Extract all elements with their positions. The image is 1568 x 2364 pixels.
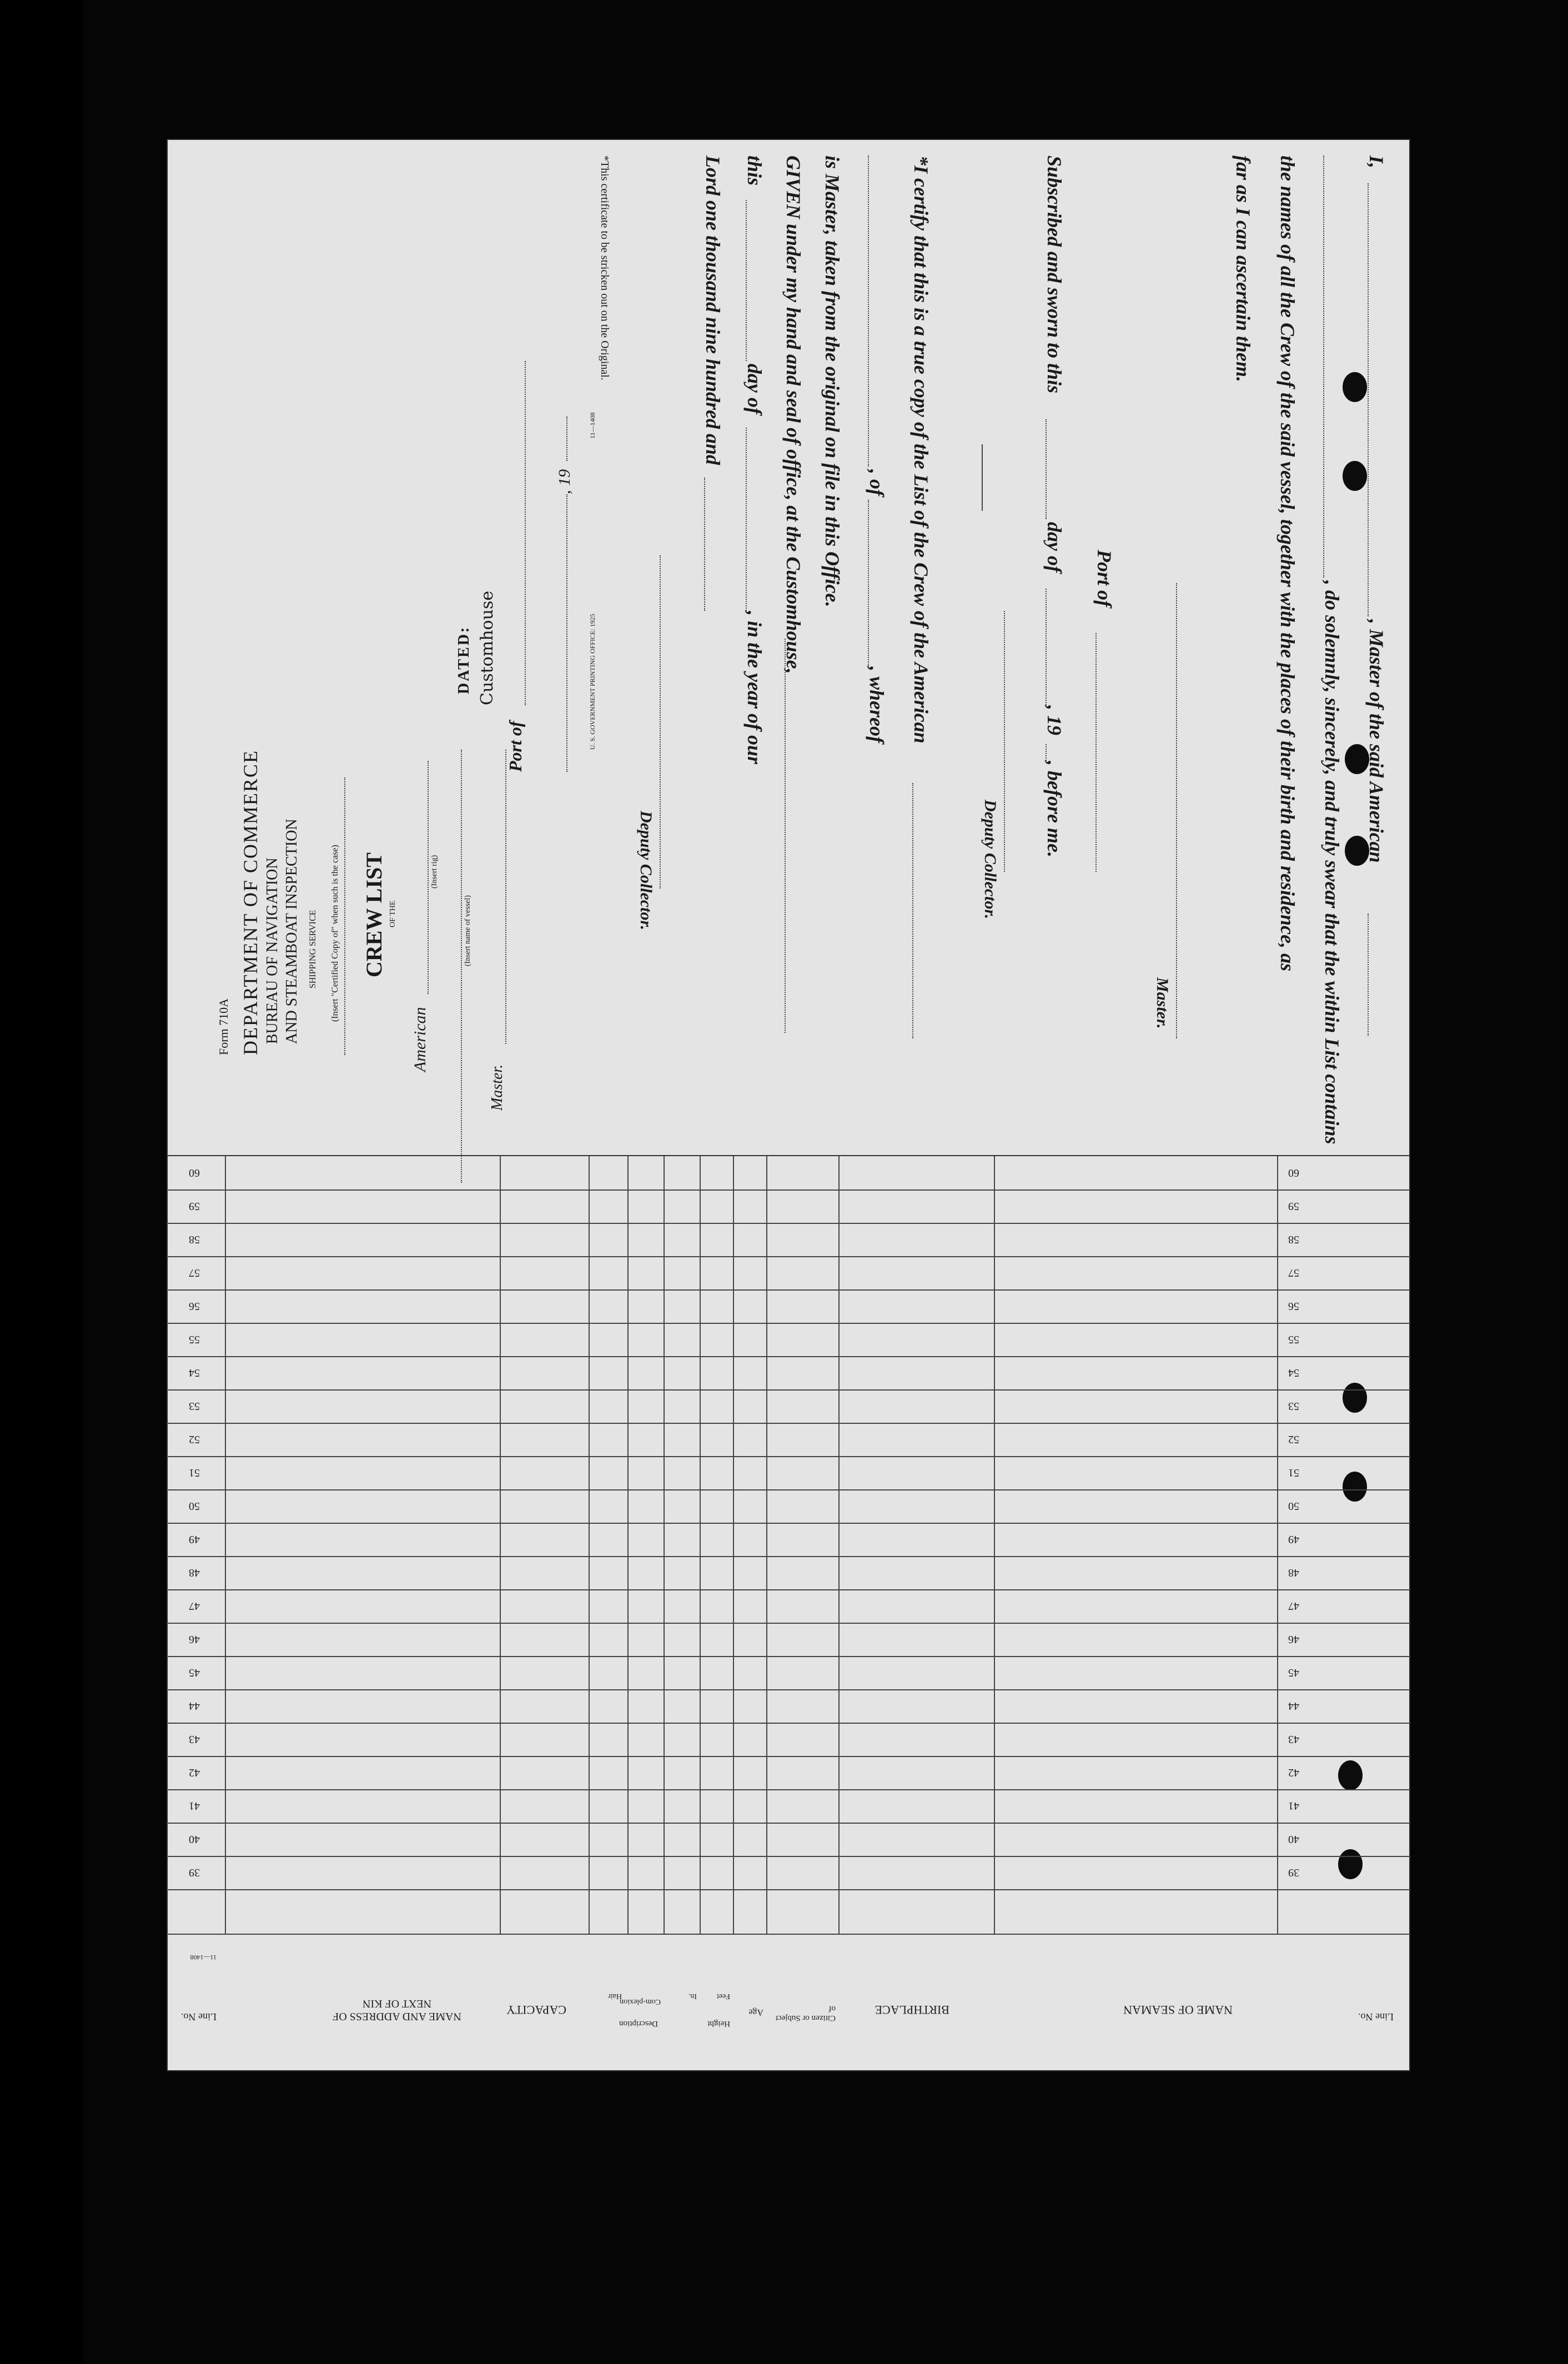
hdr-age: Age — [748, 2007, 763, 2017]
hdr-complexion: Com-plexion — [620, 1997, 661, 2006]
oath-before-me: , before me. — [1043, 761, 1066, 857]
oath-i: I, — [1365, 155, 1388, 169]
oath-footnote: *This certificate to be stricken out on the Original. — [599, 155, 611, 380]
row-number: 40 — [189, 1833, 200, 1845]
row-number: 42 — [1288, 1766, 1299, 1779]
oath-19: , 19 — [1043, 705, 1066, 735]
oath-day-of-2: day of — [743, 364, 766, 414]
crew-list-sheet — [167, 139, 1410, 2071]
oath-of: , of — [866, 469, 888, 496]
oath-deputy-2: Deputy Collector. — [637, 811, 655, 930]
oath-ascertain: far as I can ascertain them. — [1232, 155, 1254, 383]
oath-master-of: , Master of the said American — [1365, 619, 1388, 863]
hdr-in: In. — [688, 1992, 697, 2000]
row-number: 43 — [189, 1733, 200, 1745]
oath-swear: , do solemnly, sincerely, and truly swear that the within List contains — [1321, 580, 1343, 1145]
oath-lord: Lord one thousand nine hundred and — [702, 155, 724, 465]
row-number: 42 — [189, 1766, 200, 1779]
row-number: 57 — [189, 1267, 200, 1279]
row-number: 52 — [189, 1433, 200, 1445]
row-numbers-right — [1283, 1156, 1327, 1934]
row-number: 39 — [1288, 1866, 1299, 1879]
row-number: 58 — [1288, 1233, 1299, 1246]
oath-certify: *I certify that this is a true copy of the List of the Crew of the American — [910, 155, 932, 744]
row-number: 54 — [189, 1367, 200, 1379]
row-number: 45 — [189, 1667, 200, 1679]
oath-master-sig: Master. — [1153, 977, 1172, 1029]
oath-names: the names of all the Crew of the said vessel, together with the places of their birth and residence, as — [1276, 155, 1299, 972]
hdr-capacity: CAPACITY — [506, 2003, 566, 2017]
row-number: 54 — [1288, 1367, 1299, 1379]
oath-port-of: Port of — [1093, 550, 1115, 607]
hdr-birthplace: BIRTHPLACE — [875, 2003, 949, 2017]
row-number: 60 — [189, 1167, 200, 1179]
customhouse-label: Customhouse — [478, 590, 497, 705]
row-number: 59 — [1288, 1200, 1299, 1212]
bureau-and: AND STEAMBOAT INSPECTION — [283, 819, 300, 1044]
hdr-feet: Feet — [716, 1992, 730, 2000]
oath-deputy-1: Deputy Collector. — [981, 800, 999, 919]
hdr-description: Description — [619, 2019, 658, 2028]
row-number: 41 — [189, 1800, 200, 1812]
oath-this: this — [743, 155, 766, 186]
row-number: 57 — [1288, 1267, 1299, 1279]
row-number: 52 — [1288, 1433, 1299, 1445]
row-number: 53 — [189, 1400, 200, 1412]
hdr-height: Height — [707, 2019, 730, 2028]
row-number: 51 — [1288, 1467, 1299, 1479]
bureau-name: BUREAU OF NAVIGATION — [264, 857, 281, 1044]
row-number: 50 — [1288, 1500, 1299, 1512]
row-number: 46 — [189, 1633, 200, 1645]
row-number: 44 — [1288, 1700, 1299, 1712]
of-the: OF THE — [389, 900, 397, 927]
hdr-line-no: Line No. — [1358, 2011, 1394, 2022]
oath-whereof: , whereof — [866, 666, 888, 743]
hdr-name-of-seaman: NAME OF SEAMAN — [1123, 2003, 1233, 2017]
dept-name: DEPARTMENT OF COMMERCE — [239, 750, 262, 1055]
nineteen-label: , 19 — [555, 469, 574, 494]
hdr-hair: Hair — [608, 1992, 622, 2000]
insert-name: (Insert name of vessel) — [464, 895, 472, 966]
master-label: Master. — [489, 1064, 506, 1111]
row-numbers-left — [183, 1156, 222, 1934]
table-code: 11—1408 — [190, 1954, 217, 1961]
row-number: 46 — [1288, 1633, 1299, 1645]
row-number: 44 — [189, 1700, 200, 1712]
row-number: 48 — [1288, 1567, 1299, 1579]
title-block — [167, 139, 596, 1155]
printing-office: U. S. GOVERNMENT PRINTING OFFICE: 1925 — [589, 614, 596, 750]
insert-rig: (Insert rig) — [430, 855, 439, 889]
row-number: 50 — [189, 1500, 200, 1512]
oath-subscribed: Subscribed and sworn to this — [1043, 155, 1066, 394]
port-of-label: Port of — [505, 721, 525, 772]
row-number: 56 — [1288, 1300, 1299, 1312]
row-number: 60 — [1288, 1167, 1299, 1179]
row-number: 40 — [1288, 1833, 1299, 1845]
row-number: 43 — [1288, 1733, 1299, 1745]
oath-is-master: is Master, taken from the original on file in this Office. — [821, 155, 843, 608]
hdr-line-no-2: Line No. — [181, 2011, 217, 2022]
row-number: 45 — [1288, 1667, 1299, 1679]
row-number: 51 — [189, 1467, 200, 1479]
row-number: 49 — [189, 1533, 200, 1545]
crew-table — [167, 1155, 1410, 2072]
american-label: American — [411, 1007, 429, 1072]
row-number: 49 — [1288, 1533, 1299, 1545]
row-number: 47 — [1288, 1600, 1299, 1612]
shipping-service: SHIPPING SERVICE — [308, 910, 318, 988]
scan-border — [0, 0, 83, 2364]
row-number: 59 — [189, 1200, 200, 1212]
dated-label: DATED: — [455, 625, 473, 694]
oath-day-of: day of — [1043, 522, 1066, 573]
form-code: 11—1408 — [589, 412, 596, 439]
row-number: 48 — [189, 1567, 200, 1579]
form-number: Form 710A — [217, 998, 230, 1055]
hdr-next-of-kin: NAME AND ADDRESS OF NEXT OF KIN — [333, 1997, 461, 2022]
row-number: 47 — [189, 1600, 200, 1612]
insert-certified: (Insert "Certified Copy of" when such is the case) — [330, 845, 340, 1022]
row-number: 41 — [1288, 1800, 1299, 1812]
hdr-citizen: Citizen or Subject of — [775, 2004, 836, 2022]
row-number: 58 — [189, 1233, 200, 1246]
row-number: 56 — [189, 1300, 200, 1312]
row-number: 55 — [189, 1333, 200, 1346]
row-number: 39 — [189, 1866, 200, 1879]
oath-year-of-our: , in the year of our — [743, 611, 766, 765]
row-number: 53 — [1288, 1400, 1299, 1412]
row-number: 55 — [1288, 1333, 1299, 1346]
crew-list-title: CREW LIST — [361, 852, 386, 977]
oath-given: GIVEN under my hand and seal of office, at the Customhouse, — [782, 155, 805, 674]
